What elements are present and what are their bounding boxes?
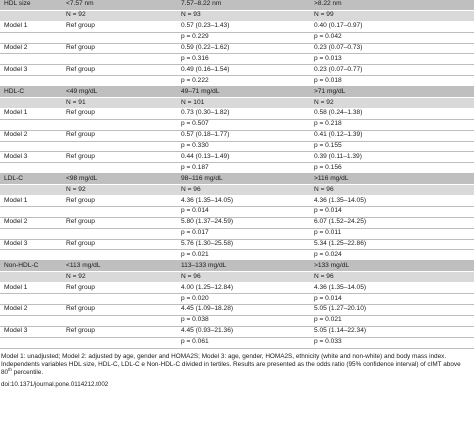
model-odds-ratio-row (0, 217, 474, 228)
tertile-3-n: N = 92 (310, 98, 474, 109)
empty-cell (0, 163, 62, 174)
odds-ratio-tertile-2: 4.00 (1.25–12.84) (177, 283, 310, 294)
sample-size-row (0, 272, 474, 283)
empty-cell (62, 54, 177, 65)
p-value-tertile-3: p = 0.014 (310, 206, 474, 217)
empty-cell (0, 337, 62, 348)
odds-ratio-tertile-2: 0.59 (0.22–1.62) (177, 43, 310, 54)
tertile-1-n: N = 92 (62, 10, 177, 21)
reference-group: Ref group (62, 21, 177, 32)
tertile-1-n: N = 92 (62, 272, 177, 283)
table-footnote (0, 349, 474, 378)
empty-cell (62, 119, 177, 130)
sample-size-row (0, 10, 474, 21)
tertile-2-n: N = 96 (177, 185, 310, 196)
p-value-tertile-3: p = 0.024 (310, 250, 474, 261)
p-value-tertile-3: p = 0.021 (310, 315, 474, 326)
odds-ratio-tertile-3: 0.40 (0.17–0.97) (310, 21, 474, 32)
model-label: Model 2 (0, 217, 62, 228)
tertile-2-header: 113–133 mg/dL (177, 261, 310, 272)
model-label: Model 1 (0, 283, 62, 294)
p-value-tertile-2: p = 0.229 (177, 32, 310, 43)
model-p-value-row (0, 141, 474, 152)
model-p-value-row (0, 250, 474, 261)
sample-size-row (0, 185, 474, 196)
reference-group: Ref group (62, 283, 177, 294)
odds-ratio-tertile-3: 6.07 (1.52–24.25) (310, 217, 474, 228)
empty-cell (62, 250, 177, 261)
empty-cell (0, 228, 62, 239)
section-title: Non-HDL-C (0, 261, 62, 272)
p-value-tertile-2: p = 0.017 (177, 228, 310, 239)
empty-cell (62, 206, 177, 217)
p-value-tertile-2: p = 0.061 (177, 337, 310, 348)
model-odds-ratio-row (0, 108, 474, 119)
model-label: Model 2 (0, 130, 62, 141)
odds-ratio-tertile-3: 5.05 (1.14–22.34) (310, 326, 474, 337)
doi-line: doi:10.1371/journal.pone.0114212.t002 (1, 381, 109, 389)
p-value-tertile-2: p = 0.038 (177, 315, 310, 326)
tertile-1-n: N = 92 (62, 185, 177, 196)
empty-cell (0, 272, 62, 283)
model-odds-ratio-row (0, 43, 474, 54)
odds-ratio-tertile-2: 4.45 (1.09–18.28) (177, 304, 310, 315)
model-odds-ratio-row (0, 283, 474, 294)
model-label: Model 2 (0, 304, 62, 315)
empty-cell (62, 337, 177, 348)
model-label: Model 1 (0, 108, 62, 119)
tertile-3-header: >71 mg/dL (310, 87, 474, 98)
empty-cell (0, 185, 62, 196)
p-value-tertile-2: p = 0.021 (177, 250, 310, 261)
model-label: Model 2 (0, 43, 62, 54)
p-value-tertile-3: p = 0.033 (310, 337, 474, 348)
tertile-1-header: <113 mg/dL (62, 261, 177, 272)
section-title: HDL size (0, 0, 62, 10)
section-header-row (0, 0, 474, 10)
empty-cell (0, 98, 62, 109)
empty-cell (0, 206, 62, 217)
empty-cell (0, 315, 62, 326)
odds-ratio-tertile-3: 0.23 (0.07–0.77) (310, 65, 474, 76)
p-value-tertile-2: p = 0.507 (177, 119, 310, 130)
model-odds-ratio-row (0, 304, 474, 315)
section-header-row (0, 87, 474, 98)
model-p-value-row (0, 32, 474, 43)
p-value-tertile-3: p = 0.018 (310, 76, 474, 87)
model-label: Model 3 (0, 326, 62, 337)
section-title: LDL-C (0, 174, 62, 185)
footnote-tail: percentile. (11, 368, 44, 376)
section-header-row (0, 261, 474, 272)
model-p-value-row (0, 54, 474, 65)
p-value-tertile-3: p = 0.013 (310, 54, 474, 65)
odds-ratio-tertile-3: 0.23 (0.07–0.73) (310, 43, 474, 54)
model-p-value-row (0, 294, 474, 305)
odds-ratio-tertile-3: 4.36 (1.35–14.05) (310, 196, 474, 207)
reference-group: Ref group (62, 108, 177, 119)
empty-cell (62, 228, 177, 239)
reference-group: Ref group (62, 196, 177, 207)
model-p-value-row (0, 163, 474, 174)
tertile-3-n: N = 96 (310, 185, 474, 196)
p-value-tertile-2: p = 0.014 (177, 206, 310, 217)
model-odds-ratio-row (0, 239, 474, 250)
odds-ratio-tertile-3: 5.34 (1.25–22.86) (310, 239, 474, 250)
reference-group: Ref group (62, 65, 177, 76)
empty-cell (0, 32, 62, 43)
p-value-tertile-3: p = 0.156 (310, 163, 474, 174)
tertile-2-n: N = 96 (177, 272, 310, 283)
odds-ratio-tertile-2: 5.76 (1.30–25.58) (177, 239, 310, 250)
empty-cell (0, 54, 62, 65)
model-label: Model 3 (0, 239, 62, 250)
tertile-1-header: <98 mg/dL (62, 174, 177, 185)
tertile-2-header: 98–116 mg/dL (177, 174, 310, 185)
footnote-superscript: th (8, 366, 12, 372)
p-value-tertile-3: p = 0.218 (310, 119, 474, 130)
empty-cell (0, 250, 62, 261)
model-label: Model 3 (0, 152, 62, 163)
tertile-2-n: N = 93 (177, 10, 310, 21)
empty-cell (62, 76, 177, 87)
empty-cell (0, 76, 62, 87)
empty-cell (0, 294, 62, 305)
odds-ratio-tertile-2: 4.45 (0.93–21.36) (177, 326, 310, 337)
model-p-value-row (0, 206, 474, 217)
reference-group: Ref group (62, 130, 177, 141)
odds-ratio-tertile-2: 5.80 (1.37–24.59) (177, 217, 310, 228)
empty-cell (0, 141, 62, 152)
empty-cell (62, 141, 177, 152)
p-value-tertile-2: p = 0.316 (177, 54, 310, 65)
model-odds-ratio-row (0, 196, 474, 207)
section-header-row (0, 174, 474, 185)
p-value-tertile-2: p = 0.020 (177, 294, 310, 305)
reference-group: Ref group (62, 239, 177, 250)
empty-cell (62, 163, 177, 174)
model-p-value-row (0, 119, 474, 130)
model-odds-ratio-row (0, 21, 474, 32)
p-value-tertile-3: p = 0.014 (310, 294, 474, 305)
model-label: Model 1 (0, 21, 62, 32)
model-label: Model 3 (0, 65, 62, 76)
empty-cell (62, 315, 177, 326)
p-value-tertile-2: p = 0.330 (177, 141, 310, 152)
tertile-2-n: N = 101 (177, 98, 310, 109)
p-value-tertile-3: p = 0.155 (310, 141, 474, 152)
tertile-3-n: N = 96 (310, 272, 474, 283)
odds-ratio-tertile-3: 0.58 (0.24–1.38) (310, 108, 474, 119)
tertile-1-header: <49 mg/dL (62, 87, 177, 98)
odds-ratio-tertile-3: 5.05 (1.27–20.10) (310, 304, 474, 315)
p-value-tertile-3: p = 0.011 (310, 228, 474, 239)
odds-ratio-tertile-2: 4.36 (1.35–14.05) (177, 196, 310, 207)
section-title: HDL-C (0, 87, 62, 98)
empty-cell (62, 32, 177, 43)
tertile-2-header: 49–71 mg/dL (177, 87, 310, 98)
tertile-3-n: N = 99 (310, 10, 474, 21)
tertile-3-header: >133 mg/dL (310, 261, 474, 272)
reference-group: Ref group (62, 43, 177, 54)
tertile-1-n: N = 91 (62, 98, 177, 109)
empty-cell (0, 10, 62, 21)
reference-group: Ref group (62, 304, 177, 315)
empty-cell (0, 119, 62, 130)
odds-ratio-tertile-2: 0.57 (0.18–1.77) (177, 130, 310, 141)
odds-ratio-tertile-2: 0.57 (0.23–1.43) (177, 21, 310, 32)
odds-ratio-tertile-2: 0.73 (0.30–1.82) (177, 108, 310, 119)
model-odds-ratio-row (0, 326, 474, 337)
odds-ratio-tertile-3: 0.41 (0.12–1.39) (310, 130, 474, 141)
odds-ratio-tertile-2: 0.49 (0.16–1.54) (177, 65, 310, 76)
odds-ratio-tertile-3: 4.36 (1.35–14.05) (310, 283, 474, 294)
p-value-tertile-3: p = 0.042 (310, 32, 474, 43)
sample-size-row (0, 98, 474, 109)
model-odds-ratio-row (0, 152, 474, 163)
footnote-text: Model 1: unadjusted; Model 2: adjusted by age, gender and HOMA2S; Model 3: age, gender, HOMA2S, ethnicity (white and non-white) and body mass index. Independents variables HDL size, HDL-C, LDL-C e Non-HDL-C divided in tertiles. Results are presented as the odds ratio (95% confidence interval) of cIMT above 80 (1, 352, 461, 376)
odds-ratio-tertile-3: 0.39 (0.11–1.39) (310, 152, 474, 163)
reference-group: Ref group (62, 152, 177, 163)
tertile-3-header: >116 mg/dL (310, 174, 474, 185)
tertile-1-header: <7.57 nm (62, 0, 177, 10)
tertile-3-header: >8.22 nm (310, 0, 474, 10)
p-value-tertile-2: p = 0.222 (177, 76, 310, 87)
p-value-tertile-2: p = 0.187 (177, 163, 310, 174)
odds-ratio-tertile-2: 0.44 (0.13–1.49) (177, 152, 310, 163)
reference-group: Ref group (62, 326, 177, 337)
model-odds-ratio-row (0, 130, 474, 141)
model-p-value-row (0, 315, 474, 326)
empty-cell (62, 294, 177, 305)
model-p-value-row (0, 76, 474, 87)
model-label: Model 1 (0, 196, 62, 207)
model-p-value-row (0, 337, 474, 348)
tertile-2-header: 7.57–8.22 nm (177, 0, 310, 10)
model-p-value-row (0, 228, 474, 239)
model-odds-ratio-row (0, 65, 474, 76)
reference-group: Ref group (62, 217, 177, 228)
